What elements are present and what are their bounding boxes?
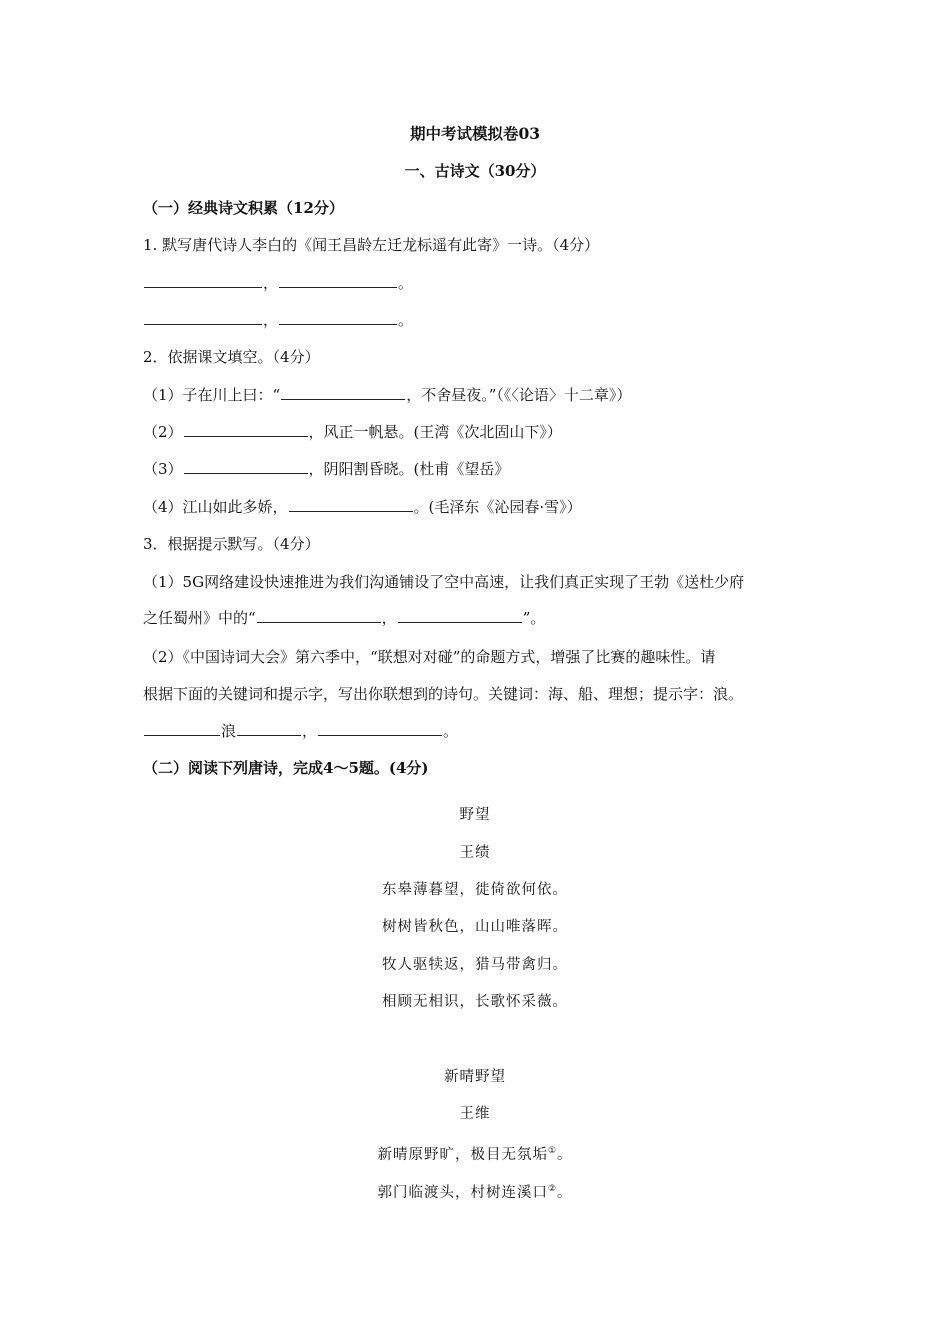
answer-blank[interactable] [398, 607, 522, 623]
punct: ， [263, 274, 279, 292]
poem1-line: 树树皆秋色，山山唯落晖。 [382, 919, 568, 935]
poem1-line: 相顾无相识，长歌怀采薇。 [382, 994, 568, 1010]
question-1: 1. 默写唐代诗人李白的《闻王昌龄左迁龙标遥有此寄》一诗。（4分） [143, 236, 600, 254]
q3-1-suffix: ”。 [522, 609, 546, 627]
punct: 。 [398, 311, 414, 329]
footnote-marker: ① [547, 1146, 558, 1156]
poem1-author: 王绩 [459, 845, 491, 861]
punct: 。 [557, 1185, 573, 1201]
footnote-marker: ② [547, 1184, 558, 1194]
q3-item-2-line-2: 根据下面的关键词和提示字，写出你联想到的诗句。关键词：海、船、理想；提示字：浪。 [143, 685, 744, 703]
punct: 。 [398, 274, 414, 292]
q2-item-1 [143, 384, 807, 406]
poem1-line: 牧人驱犊返，猎马带禽归。 [382, 957, 568, 973]
answer-blank[interactable] [144, 272, 262, 288]
part-heading-1: （一）经典诗文积累（12分） [143, 199, 344, 217]
answer-blank[interactable] [184, 458, 308, 474]
q2-3-suffix: ，阴阳割昏晓。(杜甫《望岳》 [308, 460, 510, 478]
q2-1-prefix: （1）子在川上曰：“ [143, 386, 281, 404]
punct: ， [263, 311, 279, 329]
answer-blank[interactable] [289, 496, 413, 512]
punct: ， [381, 609, 397, 627]
q2-item-2 [143, 421, 807, 443]
q2-1-suffix: ，不舍昼夜。”（《〈论语〉十二章》） [406, 386, 632, 404]
answer-blank[interactable] [281, 384, 405, 400]
answer-blank[interactable] [237, 720, 301, 736]
q3-1-prefix: 之任蜀州》中的“ [143, 609, 256, 627]
q2-item-4 [143, 496, 807, 518]
q3-item-1-line-2 [143, 607, 807, 629]
section-heading: 一、古诗文（30分） [404, 162, 546, 180]
answer-blank[interactable] [184, 421, 308, 437]
poem1-title: 野望 [459, 807, 491, 823]
question-2: 2．依据课文填空。（4分） [143, 348, 320, 366]
q2-4-prefix: （4）江山如此多娇， [143, 498, 288, 516]
q1-answer-line-1 [143, 272, 807, 294]
answer-blank[interactable] [279, 272, 397, 288]
q2-2-suffix: ，风正一帆悬。(王湾《次北固山下》） [308, 423, 562, 441]
q2-4-suffix: 。(毛泽东《沁园春·雪》） [413, 498, 582, 516]
answer-blank[interactable] [279, 309, 397, 325]
punct: ， [302, 722, 318, 740]
part-heading-2: （二）阅读下列唐诗，完成4～5题。(4分) [143, 759, 429, 777]
answer-blank[interactable] [144, 309, 262, 325]
punct: 。 [443, 722, 459, 740]
poem2-title: 新晴野望 [444, 1069, 506, 1085]
q3-item-2-line-1: （2）《中国诗词大会》第六季中，“联想对对碰”的命题方式，增强了比赛的趣味性。请 [143, 648, 716, 666]
answer-blank[interactable] [318, 720, 442, 736]
exam-title: 期中考试模拟卷03 [409, 124, 541, 143]
answer-blank[interactable] [144, 720, 220, 736]
hint-char: 浪 [221, 722, 237, 740]
poem2-author: 王维 [459, 1106, 491, 1122]
q3-item-1-line-1: （1）5G网络建设快速推进为我们沟通铺设了空中高速，让我们真正实现了王勃《送杜少府 [143, 573, 745, 591]
poem2-line-text: 郭门临渡头，村树连溪口 [377, 1185, 548, 1201]
q1-answer-line-2 [143, 309, 807, 331]
punct: 。 [557, 1147, 573, 1163]
q2-3-prefix: （3） [143, 460, 183, 478]
question-3: 3．根据提示默写。（4分） [143, 535, 320, 553]
q2-2-prefix: （2） [143, 423, 183, 441]
poem2-line [0, 1140, 950, 1166]
q3-item-2-answer [143, 720, 807, 742]
poem2-line-text: 新晴原野旷，极目无氛垢 [377, 1147, 548, 1163]
answer-blank[interactable] [257, 607, 381, 623]
poem2-line [0, 1178, 950, 1204]
q2-item-3 [143, 458, 807, 480]
poem1-line: 东皋薄暮望，徙倚欲何依。 [382, 882, 568, 898]
